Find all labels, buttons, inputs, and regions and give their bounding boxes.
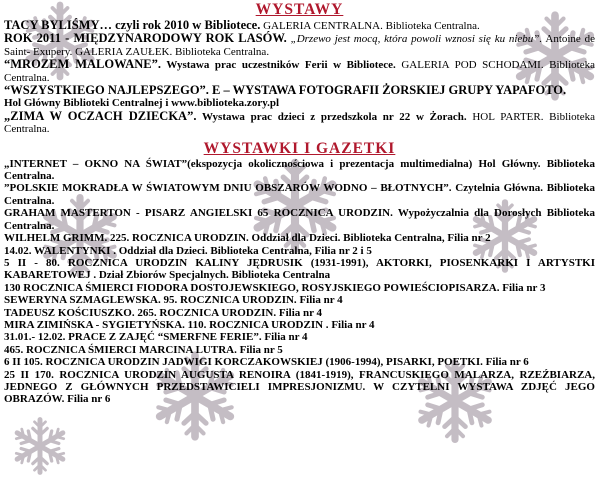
announcement-document	[0, 1, 600, 406]
display-entry: SEWERYNA SZMAGLEWSKA. 95. ROCZNICA URODZIN. Filia nr 4	[4, 294, 343, 307]
wystawki-gazetki-heading: WYSTAWKI I GAZETKI	[203, 139, 396, 157]
display-entry: 6 II 105. ROCZNICA URODZIN JADWIGI KORCZAKOWSKIEJ (1906-1994), PISARKI, POETKI. Filia nr 6	[4, 356, 529, 369]
display-entry: MIRA ZIMIŃSKA - SYGIETYŃSKA. 110. ROCZNICA URODZIN . Filia nr 4	[4, 318, 375, 331]
exhibition-entry: „ZIMA W OCZACH DZIECKA”. Wystawa prac dzieci z przedszkola nr 22 w Żorach. HOL PARTER. Biblioteka Centralna.	[4, 108, 596, 136]
exhibition-entry: ROK 2011 - MIĘDZYNARODOWY ROK LASÓW. „Drzewo jest mocą, która powoli wznosi się ku niebu”. Antoine de Saint- Exupery. GALERIA ZAUŁEK. Biblioteka Centralna.	[4, 31, 595, 58]
display-entry: 25 II 170. ROCZNICA URODZIN AUGUSTA RENOIRA (1841-1919), FRANCUSKIEGO MALARZA, RZEŹBIARZA, JEDNEGO Z GŁÓWNYCH PRZEDSTAWICIELI IMPRESJONIZMU. W CZYTELNI WYSTAWA ZDJĘĆ JEGO OBRAZÓW. Filia nr 6	[4, 368, 595, 406]
display-entry: 5 II - 80. ROCZNICA URODZIN KALINY JĘDRUSIK (1931-1991), AKTORKI, PIOSENKARKI I ARTYSTKI KABARETOWEJ . Dział Zbiorów Specjalnych. Biblioteka Centralna	[4, 256, 595, 282]
display-entry: 31.01.- 12.02. PRACE Z ZAJĘĆ “SMERFNE FERIE”. Filia nr 4	[4, 331, 308, 344]
exhibition-entry: “MROZEM MALOWANE”. Wystawa prac uczestników Ferii w Bibliotece. GALERIA POD SCHODAMI. Biblioteka Centralna.	[4, 57, 595, 84]
display-entry: 465. ROCZNICA ŚMIERCI MARCINA LUTRA. Filia nr 5	[4, 343, 283, 356]
exhibition-entry: “WSZYSTKIEGO NAJLEPSZEGO”. E – WYSTAWA FOTOGRAFII ŻORSKIEJ GRUPY YAPAFOTO.	[4, 83, 567, 98]
exhibition-entry: TACY BYLIŚMY… czyli rok 2010 w Bibliotece. GALERIA CENTRALNA. Biblioteka Centralna.	[4, 18, 480, 32]
display-entry: 130 ROCZNICA ŚMIERCI FIODORA DOSTOJEWSKIEGO, ROSYJSKIEGO POWIEŚCIOPISARZA. Filia nr 3	[4, 281, 546, 294]
display-entry: WILHELM GRIMM. 225. ROCZNICA URODZIN. Oddział dla Dzieci. Biblioteka Centralna, Filia nr 2	[4, 232, 491, 245]
wystawy-heading: WYSTAWY	[255, 1, 344, 18]
display-entry: ”POLSKIE MOKRADŁA W ŚWIATOWYM DNIU OBSZARÓW WODNO – BŁOTNYCH”. Czytelnia Główna. Biblioteka Centralna.	[4, 182, 596, 207]
display-entry: „INTERNET – OKNO NA ŚWIAT”(ekspozycja okolicznościowa i prezentacja multimedialna) Hol Główny. Biblioteka Centralna.	[4, 157, 595, 183]
exhibition-entry: Hol Główny Biblioteki Centralnej i www.biblioteka.zory.pl	[4, 97, 280, 110]
display-entry: TADEUSZ KOŚCIUSZKO. 265. ROCZNICA URODZIN. Filia nr 4	[4, 306, 323, 319]
display-entry: 14.02. WALENTYNKI . Oddział dla Dzieci. Biblioteka Centralna, Filia nr 2 i 5	[4, 244, 372, 257]
snowflake-icon	[14, 420, 67, 473]
display-entry: GRAHAM MASTERTON - PISARZ ANGIELSKI 65 ROCZNICA URODZIN. Wypożyczalnia dla Dorosłych Biblioteka Centralna.	[4, 207, 595, 232]
